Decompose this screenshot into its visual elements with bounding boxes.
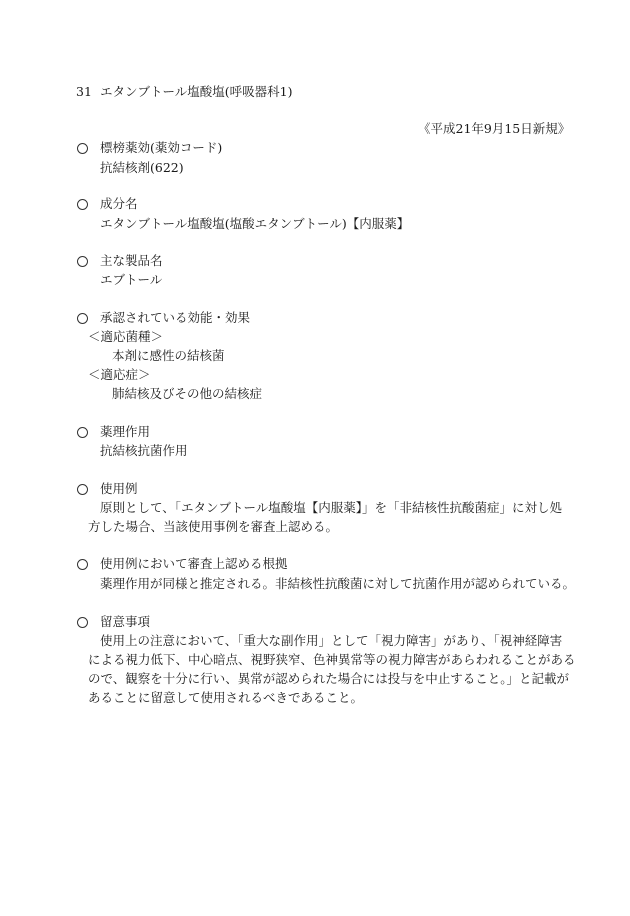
section-heading: 使用例において審査上認める根拠 [100, 556, 288, 571]
date-note: 《平成21年9月15日新規》 [418, 121, 571, 136]
circle-bullet-icon [77, 256, 88, 267]
section-heading: 主な製品名 [100, 253, 163, 268]
section-body: エタンブトール塩酸塩(塩酸エタンブトール)【内服薬】 [100, 216, 410, 231]
document-title: エタンブトール塩酸塩(呼吸器科1) [100, 84, 293, 99]
subsection-text: 本剤に感性の結核菌 [112, 348, 225, 363]
section-heading: 留意事項 [100, 614, 151, 629]
section-body: ので、観察を十分に行い、異常が認められた場合には投与を中止すること。」と記載が [88, 671, 570, 686]
section-heading: 承認されている効能・効果 [100, 310, 251, 325]
circle-bullet-icon [77, 427, 88, 438]
circle-bullet-icon [77, 313, 88, 324]
document-number: 31 [76, 84, 92, 99]
section-body: エブトール [100, 272, 163, 287]
circle-bullet-icon [77, 484, 88, 495]
section-body: 抗結核抗菌作用 [100, 443, 188, 458]
subsection-label: ＜適応菌種＞ [88, 329, 164, 344]
circle-bullet-icon [77, 617, 88, 628]
section-body: 原則として、「エタンブトール塩酸塩【内服薬】」を「非結核性抗酸菌症」に対し処 [100, 500, 563, 515]
circle-bullet-icon [77, 143, 88, 154]
section-heading: 薬理作用 [100, 424, 151, 439]
section-body: あることに留意して使用されるべきであること。 [88, 690, 364, 705]
section-heading: 使用例 [100, 481, 138, 496]
section-heading: 標榜薬効(薬効コード) [100, 140, 223, 155]
subsection-text: 肺結核及びその他の結核症 [112, 386, 263, 401]
section-body: 方した場合、当該使用事例を審査上認める。 [88, 519, 339, 534]
section-body: 薬理作用が同様と推定される。非結核性抗酸菌に対して抗菌作用が認められている。 [100, 576, 576, 591]
section-body: 使用上の注意において、「重大な副作用」として「視力障害」があり、「視神経障害 [100, 633, 563, 648]
section-body: による視力低下、中心暗点、視野狭窄、色神異常等の視力障害があらわれることがある [88, 652, 576, 667]
circle-bullet-icon [77, 559, 88, 570]
section-body: 抗結核剤(622) [100, 160, 184, 175]
circle-bullet-icon [77, 199, 88, 210]
section-heading: 成分名 [100, 196, 138, 211]
subsection-label: ＜適応症＞ [88, 367, 151, 382]
